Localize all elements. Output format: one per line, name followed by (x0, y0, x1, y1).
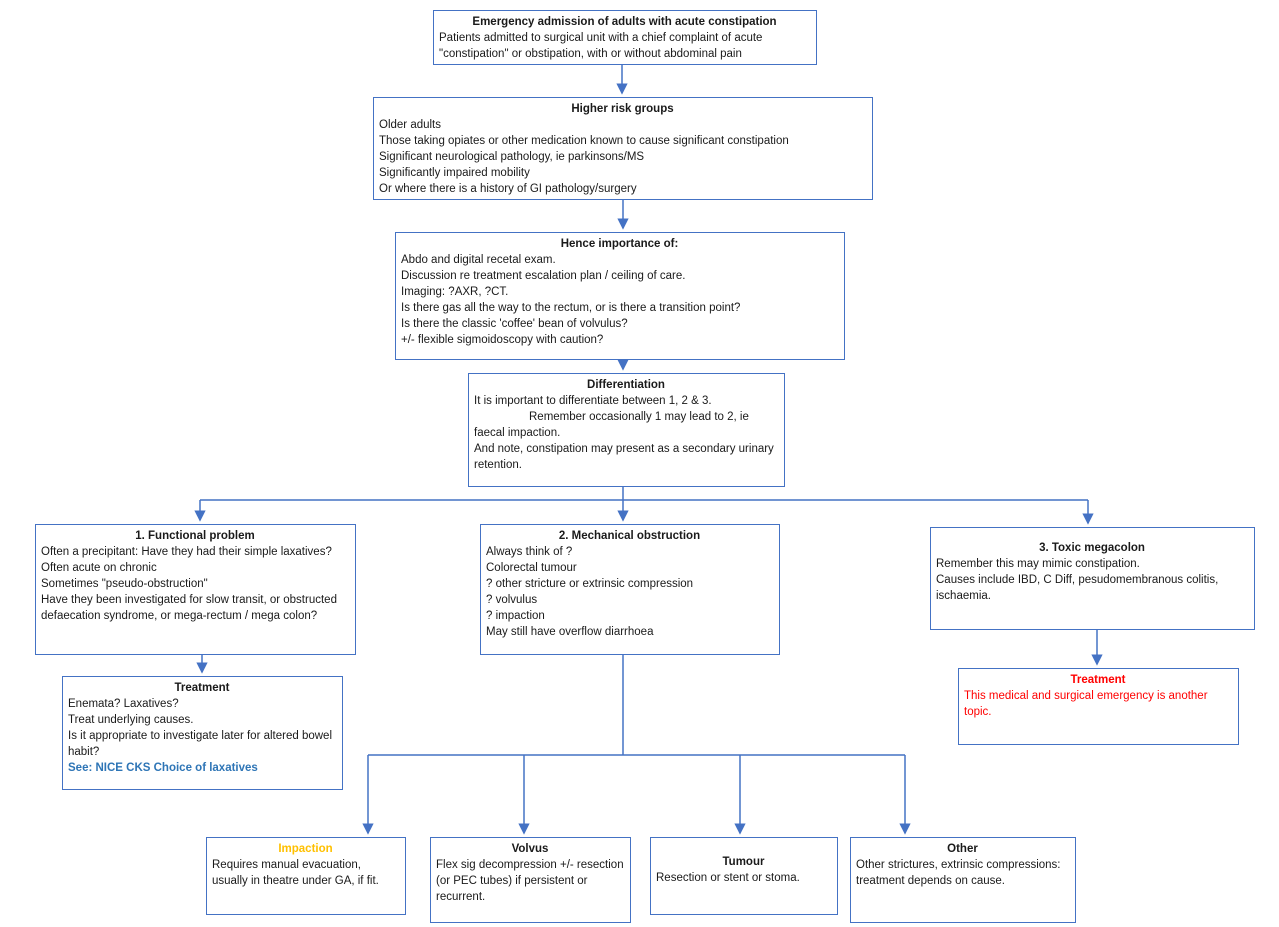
hence-box (395, 232, 845, 360)
differentiation-line: Remember occasionally 1 may lead to 2, ie faecal impaction. (474, 411, 749, 439)
hence-line: Discussion re treatment escalation plan / ceiling of care. (401, 270, 686, 282)
other-line: Other strictures, extrinsic compressions: treatment depends on cause. (856, 859, 1061, 887)
mechanical-line: May still have overflow diarrhoea (486, 626, 654, 638)
hence-title: Hence importance of: (560, 238, 679, 250)
treatment-functional-line: Is it appropriate to investigate later for altered bowel habit? (68, 730, 333, 758)
mechanical-line: ? volvulus (486, 594, 538, 606)
differentiation-line: It is important to differentiate between 1, 2 & 3. (474, 395, 712, 407)
treatment-functional-box (62, 676, 343, 790)
volvus-line: Flex sig decompression +/- resection (or PEC tubes) if persistent or recurrent. (436, 859, 624, 903)
hence-line: Is there gas all the way to the rectum, or is there a transition point? (401, 302, 741, 314)
functional-line: Sometimes "pseudo-obstruction" (41, 578, 208, 590)
differentiation-title: Differentiation (587, 379, 665, 391)
admission-title: Emergency admission of adults with acute constipation (472, 16, 777, 28)
treatment-toxic-title: Treatment (1070, 674, 1126, 686)
treatment-toxic-box (958, 668, 1239, 745)
impaction-line: Requires manual evacuation, usually in theatre under GA, if fit. (212, 859, 379, 887)
mechanical-line: Always think of ? (486, 546, 573, 558)
treatment-toxic-line: This medical and surgical emergency is another topic. (964, 690, 1208, 718)
risk-line: Significant neurological pathology, ie parkinsons/MS (379, 151, 645, 163)
toxic-title: 3. Toxic megacolon (1039, 542, 1145, 554)
differentiation-box (468, 373, 785, 487)
risk-line: Or where there is a history of GI pathology/surgery (379, 183, 637, 195)
hence-line: Is there the classic 'coffee' bean of volvulus? (401, 318, 628, 330)
impaction-box (206, 837, 406, 915)
toxic-line: Remember this may mimic constipation. (936, 558, 1140, 570)
tumour-line: Resection or stent or stoma. (656, 872, 800, 884)
hence-line: +/- flexible sigmoidoscopy with caution? (401, 334, 604, 346)
functional-box (35, 524, 356, 655)
mechanical-title: 2. Mechanical obstruction (558, 530, 701, 542)
volvus-box (430, 837, 631, 923)
differentiation-line: And note, constipation may present as a secondary urinary retention. (474, 443, 774, 471)
admission-text: Patients admitted to surgical unit with a chief complaint of acute "constipation" or obstipation, with or without abdominal pain (439, 32, 763, 60)
impaction-title: Impaction (278, 843, 333, 855)
nice-cks-laxatives-link[interactable]: See: NICE CKS Choice of laxatives (68, 762, 258, 774)
toxic-box (930, 527, 1255, 630)
other-title: Other (947, 843, 978, 855)
risk-line: Significantly impaired mobility (379, 167, 530, 179)
functional-title: 1. Functional problem (135, 530, 255, 542)
risk-line: Those taking opiates or other medication known to cause significant constipation (379, 135, 789, 147)
tumour-title: Tumour (722, 856, 765, 868)
risk-box (373, 97, 873, 200)
treatment-functional-line: Treat underlying causes. (68, 714, 194, 726)
risk-line: Older adults (379, 119, 442, 131)
risk-title: Higher risk groups (571, 103, 674, 115)
functional-line: Often a precipitant: Have they had their simple laxatives? (41, 546, 332, 558)
volvus-title: Volvus (511, 843, 549, 855)
other-box (850, 837, 1076, 923)
admission-box (433, 10, 817, 65)
tumour-box (650, 837, 838, 915)
treatment-functional-line: Enemata? Laxatives? (68, 698, 179, 710)
treatment-functional-title: Treatment (174, 682, 230, 694)
mechanical-line: ? impaction (486, 610, 545, 622)
functional-line: Have they been investigated for slow transit, or obstructed defaecation syndrome, or mega-rectum / mega colon? (41, 594, 337, 622)
toxic-line: Causes include IBD, C Diff, pesudomembranous colitis, ischaemia. (936, 574, 1219, 602)
mechanical-line: ? other stricture or extrinsic compression (486, 578, 694, 590)
mechanical-box (480, 524, 780, 655)
mechanical-line: Colorectal tumour (486, 562, 577, 574)
hence-line: Abdo and digital recetal exam. (401, 254, 556, 266)
hence-line: Imaging: ?AXR, ?CT. (401, 286, 509, 298)
functional-line: Often acute on chronic (41, 562, 157, 574)
